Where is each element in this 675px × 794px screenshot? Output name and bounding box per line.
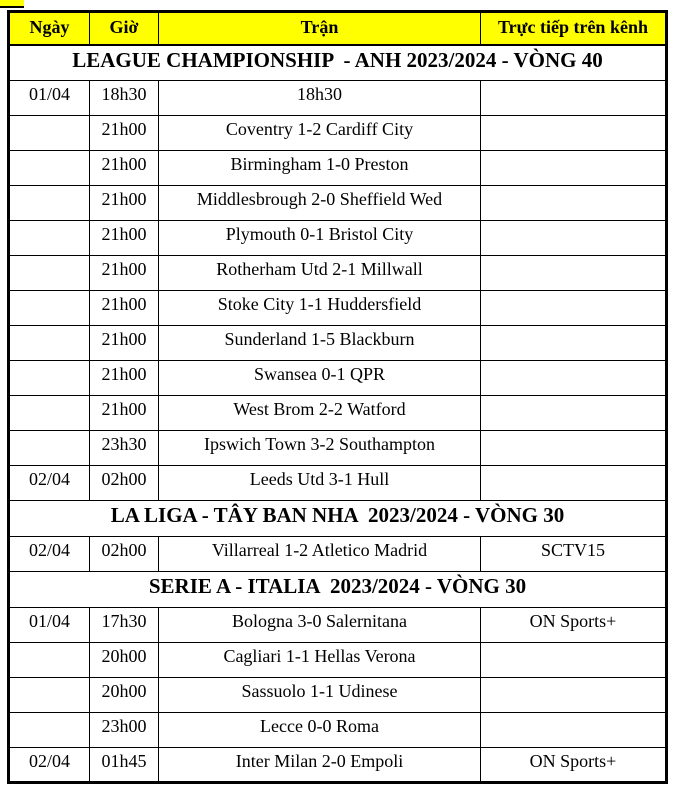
channel-cell <box>481 116 667 151</box>
channel-cell <box>481 326 667 361</box>
match-cell: Sunderland 1-5 Blackburn <box>159 326 481 361</box>
channel-cell <box>481 678 667 713</box>
match-cell: Stoke City 1-1 Huddersfield <box>159 291 481 326</box>
match-cell: Middlesbrough 2-0 Sheffield Wed <box>159 186 481 221</box>
time-cell: 21h00 <box>90 256 159 291</box>
section-title: LEAGUE CHAMPIONSHIP - ANH 2023/2024 - VÒNG 40 <box>9 45 667 81</box>
channel-cell <box>481 713 667 748</box>
date-cell: 01/04 <box>9 608 90 643</box>
table-row <box>9 116 667 151</box>
table-row <box>9 361 667 396</box>
date-cell <box>9 256 90 291</box>
channel-cell: SCTV15 <box>481 537 667 572</box>
table-row <box>9 291 667 326</box>
time-cell: 21h00 <box>90 361 159 396</box>
date-cell: 02/04 <box>9 466 90 501</box>
table-row <box>9 608 667 643</box>
time-cell: 21h00 <box>90 396 159 431</box>
section-header-row <box>9 45 667 81</box>
time-cell: 01h45 <box>90 748 159 783</box>
cropped-cell-fragment <box>0 0 24 8</box>
time-cell: 02h00 <box>90 466 159 501</box>
channel-cell <box>481 291 667 326</box>
table-body <box>9 45 667 783</box>
table-row <box>9 221 667 256</box>
table-row <box>9 81 667 116</box>
match-cell: Rotherham Utd 2-1 Millwall <box>159 256 481 291</box>
section-header-row <box>9 501 667 537</box>
table-row <box>9 326 667 361</box>
match-cell: Villarreal 1-2 Atletico Madrid <box>159 537 481 572</box>
column-header-time: Giờ <box>90 12 159 45</box>
column-header-date: Ngày <box>9 12 90 45</box>
match-cell: Leeds Utd 3-1 Hull <box>159 466 481 501</box>
time-cell: 21h00 <box>90 326 159 361</box>
table-row <box>9 678 667 713</box>
time-cell: 21h00 <box>90 151 159 186</box>
date-cell: 02/04 <box>9 748 90 783</box>
channel-cell <box>481 396 667 431</box>
match-cell: Ipswich Town 3-2 Southampton <box>159 431 481 466</box>
time-cell: 02h00 <box>90 537 159 572</box>
table-row <box>9 748 667 783</box>
time-cell: 20h00 <box>90 643 159 678</box>
date-cell <box>9 713 90 748</box>
match-cell: Bologna 3-0 Salernitana <box>159 608 481 643</box>
channel-cell <box>481 186 667 221</box>
table-row <box>9 431 667 466</box>
table-row <box>9 466 667 501</box>
channel-cell <box>481 643 667 678</box>
date-cell <box>9 396 90 431</box>
channel-cell <box>481 256 667 291</box>
column-header-match: Trận <box>159 12 481 45</box>
match-schedule-table <box>7 10 668 784</box>
time-cell: 17h30 <box>90 608 159 643</box>
table-row <box>9 643 667 678</box>
match-cell: Sassuolo 1-1 Udinese <box>159 678 481 713</box>
table-row <box>9 537 667 572</box>
match-cell: Inter Milan 2-0 Empoli <box>159 748 481 783</box>
channel-cell <box>481 431 667 466</box>
time-cell: 20h00 <box>90 678 159 713</box>
match-cell: Birmingham 1-0 Preston <box>159 151 481 186</box>
channel-cell <box>481 151 667 186</box>
date-cell <box>9 326 90 361</box>
time-cell: 21h00 <box>90 291 159 326</box>
date-cell <box>9 431 90 466</box>
table-row <box>9 186 667 221</box>
match-cell: Lecce 0-0 Roma <box>159 713 481 748</box>
date-cell <box>9 116 90 151</box>
channel-cell <box>481 81 667 116</box>
match-cell: West Brom 2-2 Watford <box>159 396 481 431</box>
time-cell: 23h30 <box>90 431 159 466</box>
date-cell <box>9 361 90 396</box>
time-cell: 23h00 <box>90 713 159 748</box>
date-cell <box>9 151 90 186</box>
time-cell: 21h00 <box>90 186 159 221</box>
match-cell: Coventry 1-2 Cardiff City <box>159 116 481 151</box>
date-cell <box>9 291 90 326</box>
section-header-row <box>9 572 667 608</box>
time-cell: 21h00 <box>90 221 159 256</box>
channel-cell <box>481 221 667 256</box>
date-cell: 01/04 <box>9 81 90 116</box>
date-cell <box>9 643 90 678</box>
section-title: SERIE A - ITALIA 2023/2024 - VÒNG 30 <box>9 572 667 608</box>
match-cell: 18h30 <box>159 81 481 116</box>
table-row <box>9 713 667 748</box>
table-row <box>9 151 667 186</box>
channel-cell <box>481 361 667 396</box>
match-cell: Swansea 0-1 QPR <box>159 361 481 396</box>
date-cell <box>9 186 90 221</box>
column-header-channel: Trực tiếp trên kênh <box>481 12 667 45</box>
date-cell: 02/04 <box>9 537 90 572</box>
header-row <box>9 12 667 45</box>
match-cell: Plymouth 0-1 Bristol City <box>159 221 481 256</box>
match-cell: Cagliari 1-1 Hellas Verona <box>159 643 481 678</box>
table-row <box>9 256 667 291</box>
date-cell <box>9 221 90 256</box>
channel-cell <box>481 466 667 501</box>
channel-cell: ON Sports+ <box>481 748 667 783</box>
section-title: LA LIGA - TÂY BAN NHA 2023/2024 - VÒNG 30 <box>9 501 667 537</box>
date-cell <box>9 678 90 713</box>
table-row <box>9 396 667 431</box>
channel-cell: ON Sports+ <box>481 608 667 643</box>
time-cell: 18h30 <box>90 81 159 116</box>
time-cell: 21h00 <box>90 116 159 151</box>
